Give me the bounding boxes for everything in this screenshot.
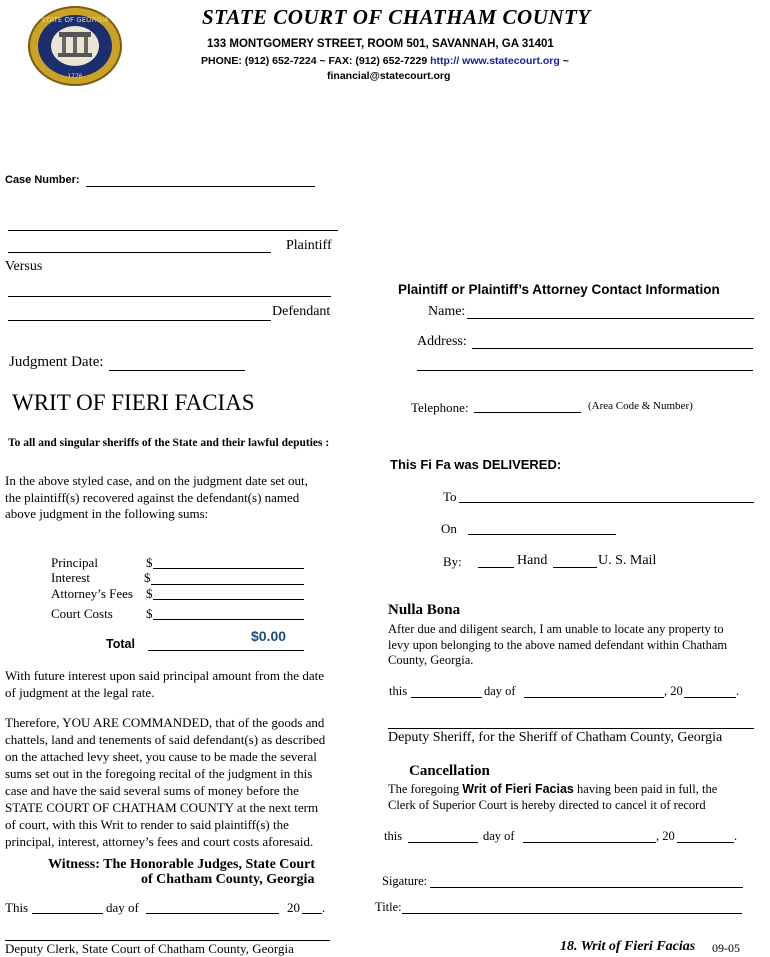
contact-address-field1[interactable] [472,348,753,349]
paragraph-line: case and have the said several sums of money before the [5,783,299,798]
cancel-title-field[interactable] [402,913,742,914]
fee-symbol: $ [146,586,153,601]
fee-label: Principal [51,555,98,570]
nulla-period: . [736,684,740,698]
witness-day-of-label: day of [106,900,139,915]
total-label: Total [106,637,135,651]
delivered-on-field[interactable] [468,534,616,535]
witness-day-field[interactable] [32,913,103,914]
cancel-year-prefix: , 20 [656,829,675,843]
delivered-hand-label: Hand [517,553,548,568]
fee-label: Interest [51,570,90,585]
nulla-this-label: this [389,684,408,698]
defendant-name-line1[interactable] [8,296,331,297]
total-value[interactable]: $0.00 [251,628,287,644]
paragraph-line: Therefore, YOU ARE COMMANDED, that of the goods and [5,715,325,730]
fee-symbol: $ [146,555,153,570]
judgment-date-label: Judgment Date: [9,354,104,370]
cancel-title-label: Title: [375,900,402,914]
fee-symbol: $ [146,606,153,621]
interest-field[interactable] [151,584,304,585]
contact-address-field2[interactable] [417,370,753,371]
paragraph-line: After due and diligent search, I am unable to locate any property to [388,622,724,636]
witness-year-prefix: 20 [287,900,300,915]
fee-row-principal [51,555,98,571]
cancel-day-of-label: day of [483,829,515,843]
delivered-on-label: On [441,521,457,536]
cancel-month-field[interactable] [523,842,656,843]
paragraph-line: With future interest upon said principal amount from the date [5,668,324,683]
contact-name-field[interactable] [467,318,754,319]
contact-telephone-note: (Area Code & Number) [588,400,693,412]
cancel-day-field[interactable] [408,842,478,843]
witness-period: . [322,900,326,915]
nulla-bona-paragraph [388,622,727,669]
url-suffix: ~ [562,55,569,67]
nulla-month-field[interactable] [524,697,664,698]
command-paragraph [5,714,325,850]
delivered-to-label: To [443,489,457,504]
deputy-sheriff-signature-line[interactable] [388,728,754,729]
writ-intro [5,473,308,523]
website-link[interactable]: http:// www.statecourt.org [430,55,560,67]
cancellation-heading: Cancellation [409,763,490,779]
contact-telephone-field[interactable] [474,412,581,413]
delivered-hand-field[interactable] [478,567,514,568]
nulla-year-prefix: , 20 [664,684,683,698]
case-number-label: Case Number: [5,174,80,186]
plaintiff-name-line1[interactable] [8,230,338,231]
delivered-mail-field[interactable] [553,567,597,568]
witness-year-field[interactable] [302,913,322,914]
fee-label: Attorney’s Fees [51,586,133,601]
intro-line: In the above styled case, and on the judgment date set out, [5,473,308,488]
writ-name-bold: Writ of Fieri Facias [462,782,574,796]
paragraph-line: principal, interest, attorney’s fees and court costs aforesaid. [5,834,314,849]
form-code: 09-05 [712,941,740,955]
fee-symbol: $ [144,570,151,585]
nulla-bona-heading: Nulla Bona [388,602,461,618]
paragraph-line: County, Georgia. [388,653,474,667]
principal-field[interactable] [153,568,304,569]
delivered-by-label: By: [443,554,462,569]
cancellation-text: The foregoing [388,782,463,796]
judgment-date-field[interactable] [109,370,245,371]
court-seal-logo [27,6,123,86]
writ-title: WRIT OF FIERI FACIAS [12,390,255,415]
contact-heading: Plaintiff or Plaintiff’s Attorney Contact Information [398,282,720,297]
paragraph-line: of judgment at the legal rate. [5,684,155,700]
cancellation-line-2: Clerk of Superior Court is hereby directed to cancel it of record [388,798,706,812]
versus-label: Versus [5,259,43,274]
cancellation-text: having been paid in full, the [573,782,718,796]
form-name: 18. Writ of Fieri Facias [560,939,696,954]
paragraph-line: of court, with this Writ to render to said plaintiff(s) the [5,817,289,832]
plaintiff-label: Plaintiff [286,238,332,253]
contact-telephone-label: Telephone: [411,400,469,415]
cancel-year-field[interactable] [677,842,734,843]
future-interest-paragraph [5,668,324,701]
witness-line-2: of Chatham County, Georgia [141,872,315,887]
witness-month-field[interactable] [146,913,279,914]
writ-address-line: To all and singular sheriffs of the State and their lawful deputies : [8,437,330,449]
deputy-clerk-caption: Deputy Clerk, State Court of Chatham County, Georgia [5,941,294,956]
phone-fax: PHONE: (912) 652-7224 ~ FAX: (912) 652-7229 [201,55,428,67]
witness-this-label: This [5,900,29,915]
contact-address-label: Address: [417,334,467,349]
intro-line: the plaintiff(s) recovered against the defendant(s) named [5,489,300,505]
witness-line-1: Witness: The Honorable Judges, State Court [48,857,316,872]
case-number-field[interactable] [86,186,315,187]
contact-name-label: Name: [428,304,466,319]
nulla-day-of-label: day of [484,684,516,698]
nulla-year-field[interactable] [684,697,736,698]
svg-text:1776: 1776 [67,73,83,80]
nulla-day-field[interactable] [411,697,482,698]
fee-label: Court Costs [51,606,113,621]
court-phone-line [201,55,569,67]
cancellation-line-1 [388,782,717,797]
paragraph-line: levy upon belonging to the above named defendant within Chatham [388,637,728,652]
cancel-this-label: this [384,829,403,843]
court-title: STATE COURT OF CHATHAM COUNTY [202,5,591,29]
cancel-signature-field[interactable] [430,887,743,888]
cancel-period: . [734,829,738,843]
court-costs-field[interactable] [153,619,304,620]
paragraph-line: on the attached levy sheet, you cause to be made the several [5,749,317,764]
delivered-heading: This Fi Fa was DELIVERED: [390,457,562,472]
defendant-name-line2[interactable] [8,320,271,321]
total-field-line [148,650,304,651]
paragraph-line: chattels, land and tenements of said defendant(s) as described [5,732,326,747]
delivered-mail-label: U. S. Mail [598,553,657,568]
paragraph-line: sums set out in the foregoing recital of the judgment in this [5,766,313,781]
fee-row-court-costs [51,606,113,622]
court-email[interactable]: financial@statecourt.org [327,70,451,82]
deputy-sheriff-caption: Deputy Sheriff, for the Sheriff of Chatham County, Georgia [388,730,723,745]
delivered-to-field[interactable] [459,502,754,503]
cancel-signature-label: Sigature: [382,874,428,888]
attorney-fees-field[interactable] [153,599,304,600]
fee-row-interest [51,570,90,586]
defendant-label: Defendant [272,304,331,319]
paragraph-line: STATE COURT OF CHATHAM COUNTY at the next term [5,800,319,815]
plaintiff-name-line2[interactable] [8,252,271,253]
fee-row-attorney-fees [51,586,133,602]
intro-line: above judgment in the following sums: [5,506,209,521]
svg-text:STATE OF GEORGIA: STATE OF GEORGIA [41,16,109,24]
court-address: 133 MONTGOMERY STREET, ROOM 501, SAVANNAH, GA 31401 [207,38,554,50]
